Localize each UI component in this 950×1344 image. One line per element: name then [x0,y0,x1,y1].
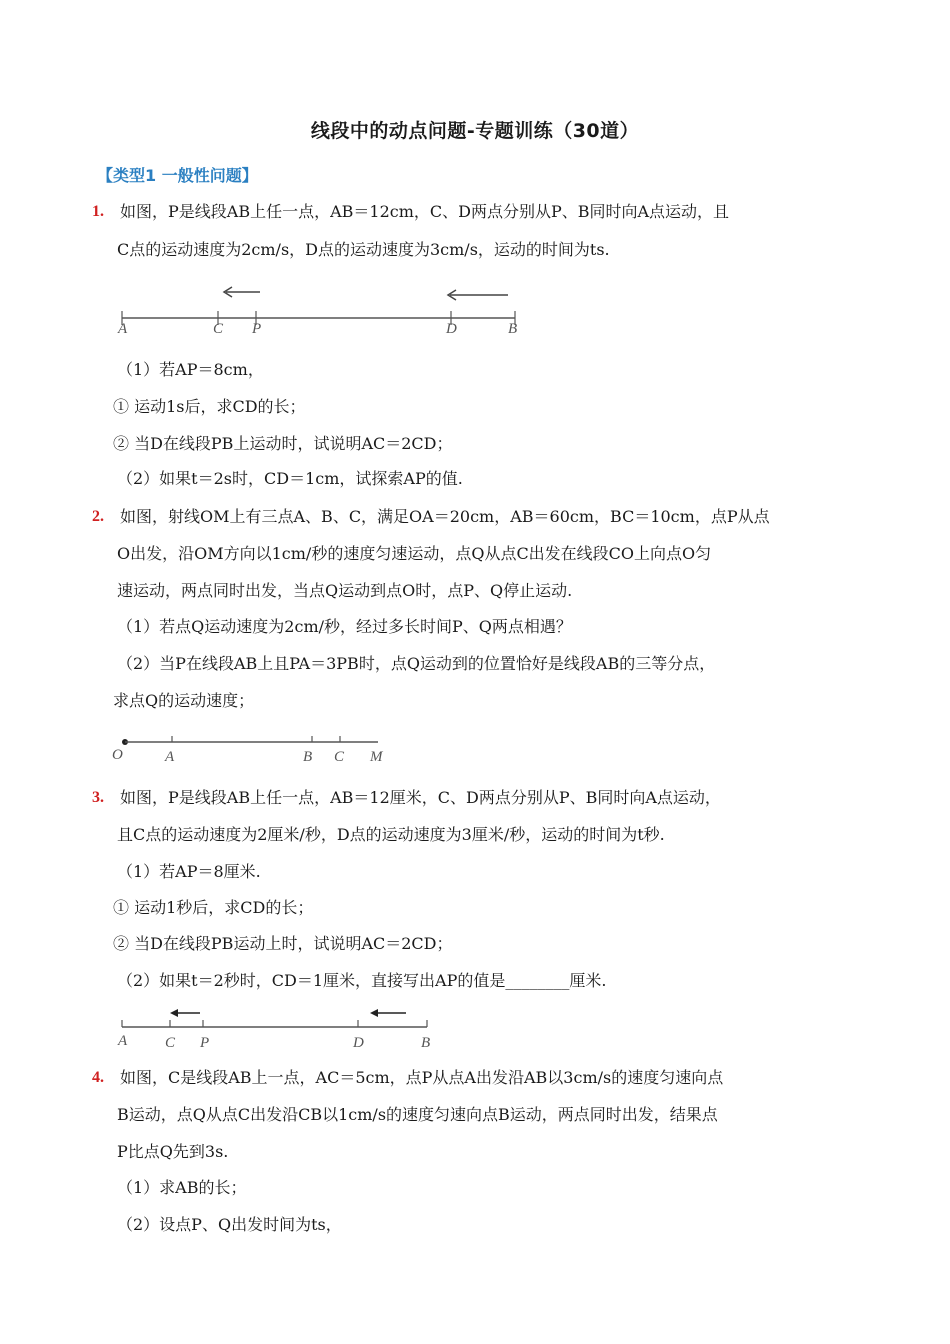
subquestion: （2）当P在线段AB上且PA＝3PB时，点Q运动到的位置恰好是线段AB的三等分点， [117,654,716,673]
subquestion: ② 当D在线段PB运动上时，试说明AC＝2CD； [113,934,453,953]
subquestion: （1）若AP＝8cm， [117,360,264,379]
subquestion: （2）如果t＝2s时，CD＝1cm，试探索AP的值. [117,469,463,488]
question-text: C点的运动速度为2cm/s，D点的运动速度为3cm/s，运动的时间为ts. [117,240,610,259]
question-text: B运动，点Q从点C出发沿CB以1cm/s的速度匀速向点B运动，两点同时出发，结果点 [117,1105,718,1124]
point-label: D [353,1035,364,1051]
question-text: 如图，P是线段AB上任一点，AB＝12cm，C、D两点分别从P、B同时向A点运动，且 [120,202,730,221]
subquestion: ① 运动1秒后，求CD的长； [113,898,314,917]
point-label: C [165,1035,176,1051]
question-number: 1. [92,203,104,220]
figure-segment-q1 [110,280,540,340]
point-label: D [446,321,457,337]
point-label: P [200,1035,210,1051]
figure-segment-q3 [110,1005,450,1055]
subquestion: （2）如果t＝2秒时，CD＝1厘米，直接写出AP的值是________厘米. [117,971,607,990]
subquestion: （1）若AP＝8厘米. [117,862,261,881]
question-text: 如图，C是线段AB上一点，AC＝5cm，点P从点A出发沿AB以3cm/s的速度匀速向点 [120,1068,724,1087]
page-title: 线段中的动点问题-专题训练（30道） [310,120,640,142]
point-label: A [118,1033,128,1049]
question-text: 如图，射线OM上有三点A、B、C，满足OA＝20cm，AB＝60cm，BC＝10cm，点P从点 [120,507,770,526]
point-label: B [508,321,518,337]
section-heading: 【类型1 一般性问题】 [97,166,258,185]
point-label: P [252,321,262,337]
point-label: C [334,749,345,765]
subquestion: （2）设点P、Q出发时间为ts， [117,1215,342,1234]
question-text: P比点Q先到3s. [117,1142,229,1161]
point-label: C [213,321,224,337]
subquestion: （1）若点Q运动速度为2cm/秒，经过多长时间P、Q两点相遇？ [117,617,572,636]
subquestion: 求点Q的运动速度； [113,691,255,710]
question-text: 且C点的运动速度为2厘米/秒，D点的运动速度为3厘米/秒，运动的时间为t秒. [117,825,665,844]
point-label: B [303,749,313,765]
subquestion: ② 当D在线段PB上运动时，试说明AC＝2CD； [113,434,453,453]
point-label: O [112,747,123,763]
subquestion: （1）求AB的长； [117,1178,247,1197]
question-number: 3. [92,789,104,806]
question-number: 4. [92,1069,104,1086]
question-text: O出发，沿OM方向以1cm/秒的速度匀速运动，点Q从点C出发在线段CO上向点O匀 [117,544,712,563]
subquestion: ① 运动1s后，求CD的长； [113,397,306,416]
point-label: M [370,749,383,765]
question-text: 速运动，两点同时出发，当点Q运动到点O时，点P、Q停止运动. [117,581,573,600]
point-label: A [118,321,128,337]
point-label: B [421,1035,431,1051]
figure-ray-q2 [110,730,410,770]
point-label: A [165,749,175,765]
question-text: 如图，P是线段AB上任一点，AB＝12厘米，C、D两点分别从P、B同时向A点运动， [120,788,721,807]
question-number: 2. [92,508,104,525]
